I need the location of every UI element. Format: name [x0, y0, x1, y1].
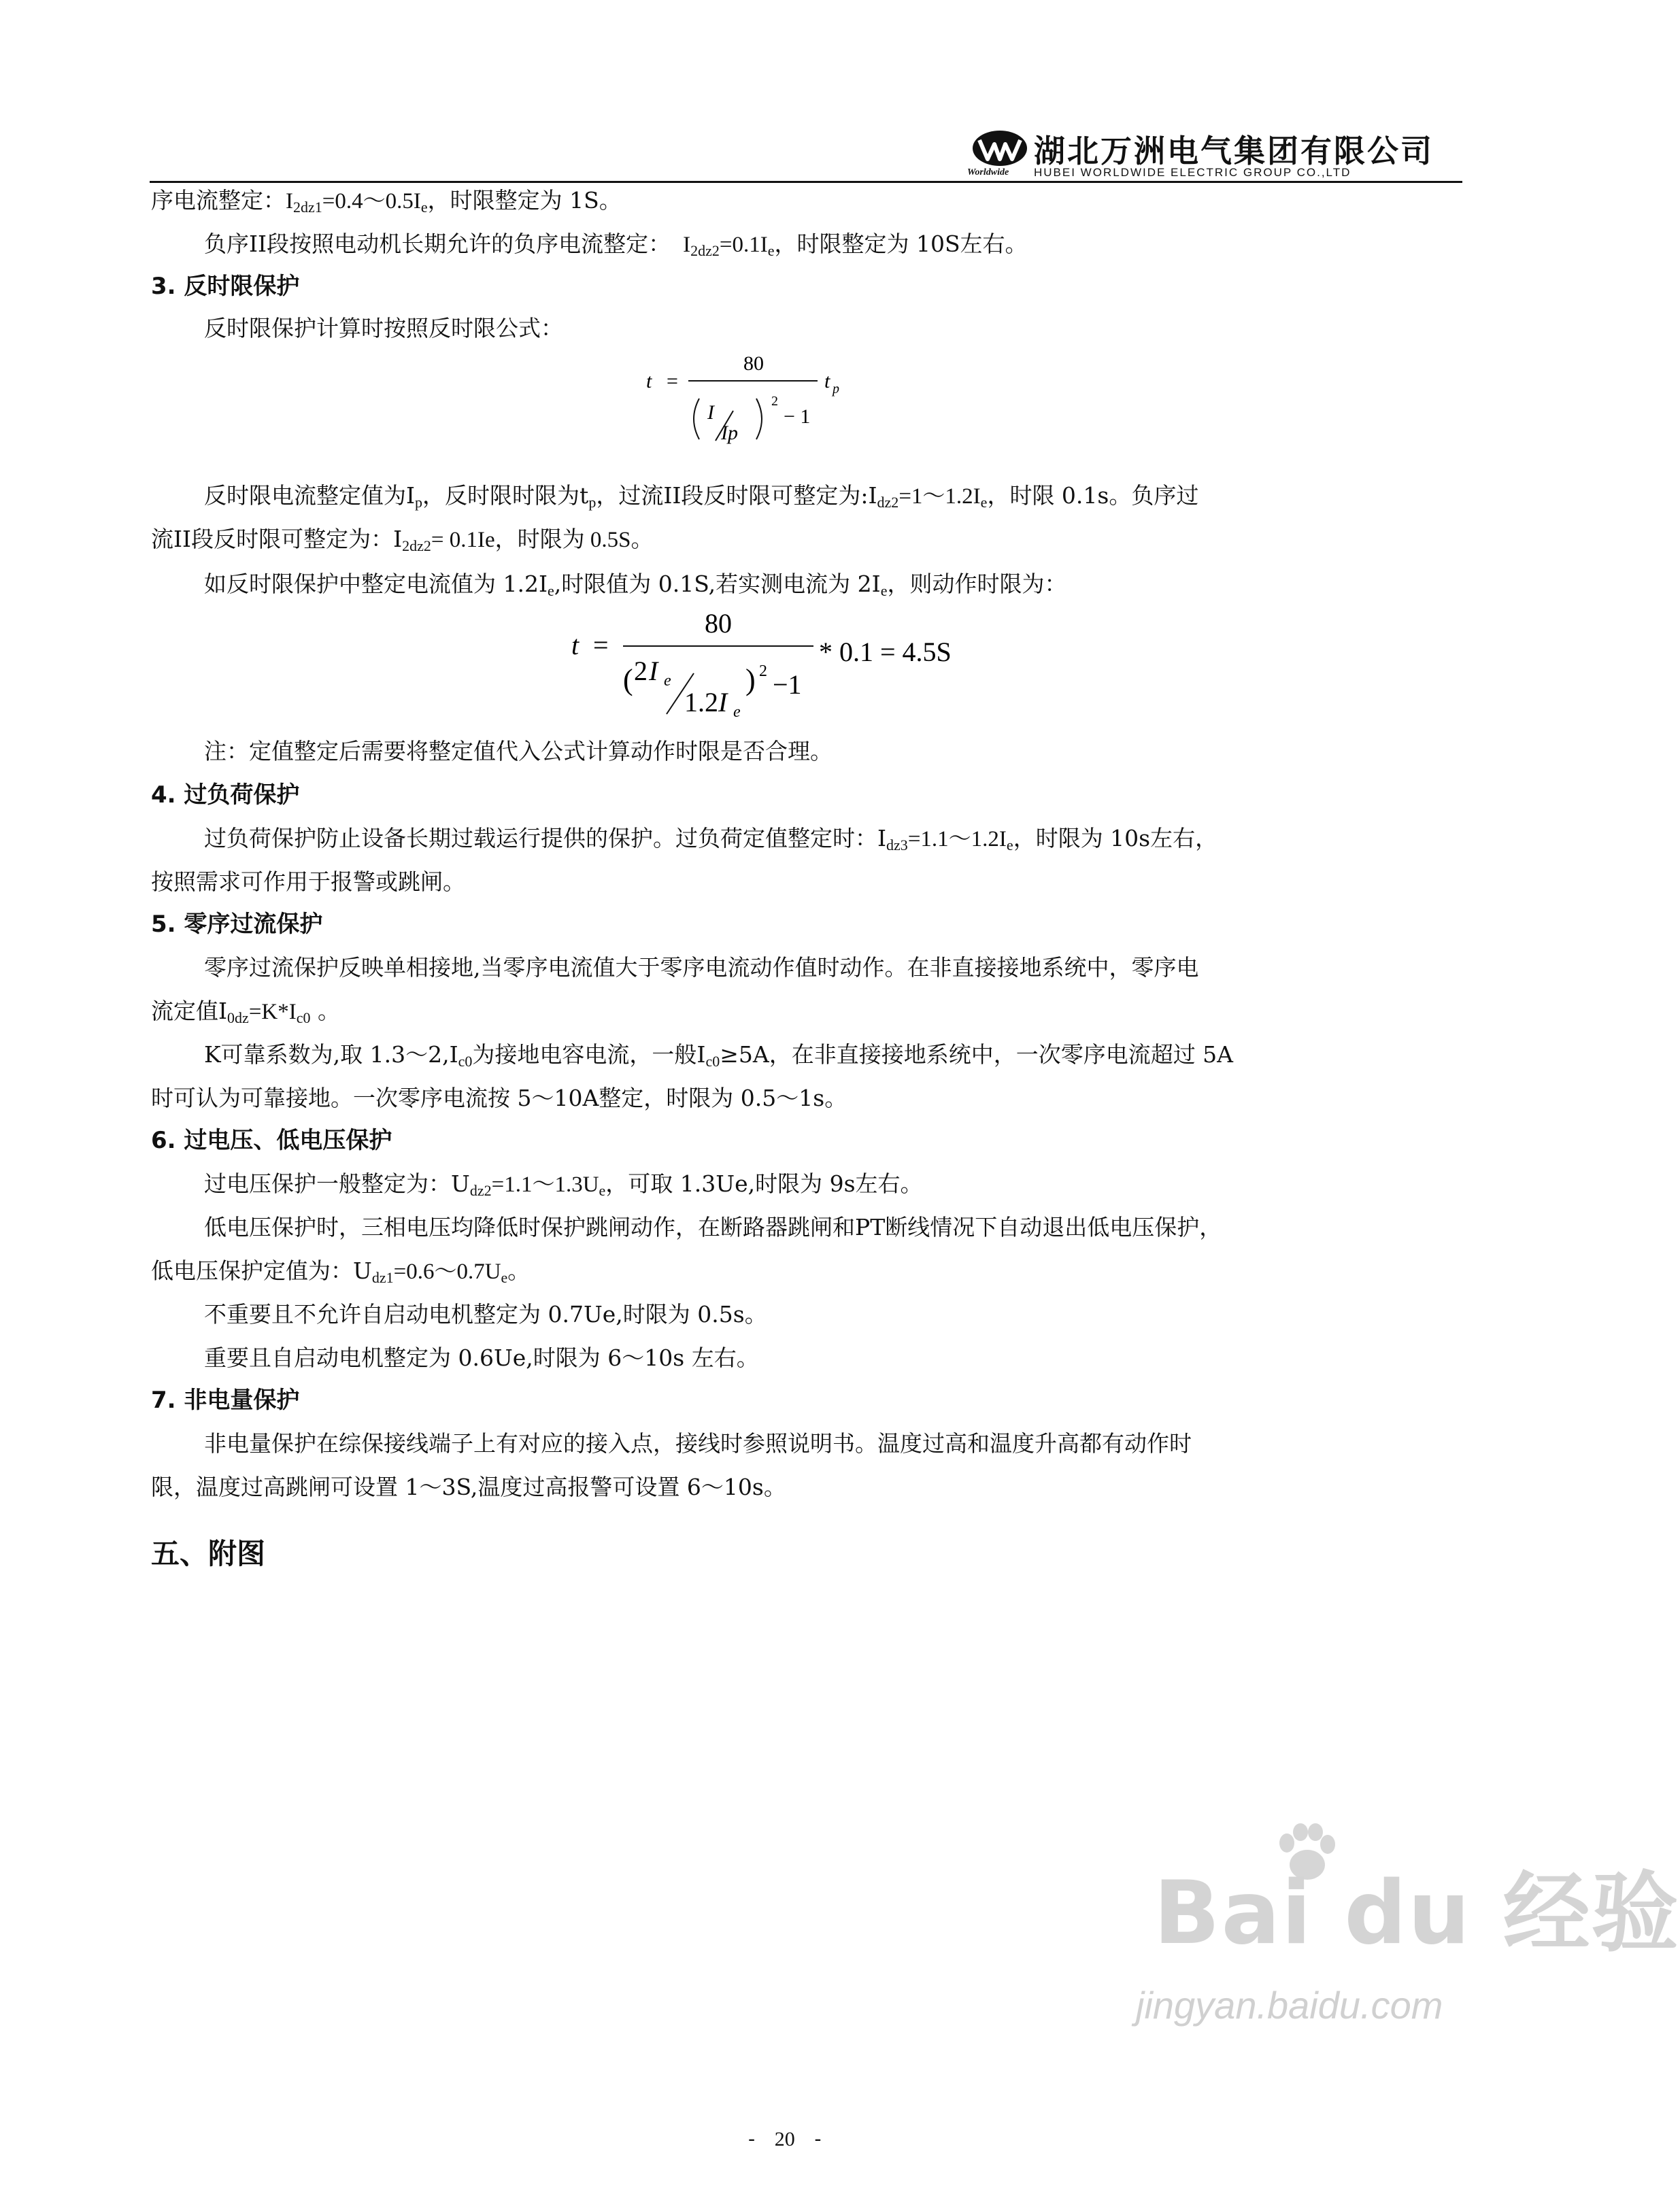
text-line: 重要且自启动电机整定为 0.6Ue,时限为 6～10s 左右。 [204, 1345, 759, 1371]
example-calculation-formula [565, 605, 986, 721]
watermark-url: jingyan.baidu.com [1136, 1984, 1443, 2027]
formula2-esub: e [664, 672, 671, 690]
company-name-en: HUBEI WORLDWIDE ELECTRIC GROUP CO.,LTD [1034, 166, 1351, 179]
company-name-cn: 湖北万洲电气集团有限公司 [1034, 133, 1434, 169]
text-line: 低电压保护时，三相电压均降低时保护跳闸动作，在断路器跳闸和PT断线情况下自动退出低电压保护， [204, 1214, 1222, 1240]
formula-numerator: 80 [743, 352, 764, 375]
text-line: 非电量保护在综保接线端子上有对应的接入点，接线时参照说明书。温度过高和温度升高都有动作时 [204, 1430, 1192, 1457]
formula2-exponent: 2 [759, 662, 767, 680]
text-line: 时可认为可靠接地。一次零序电流按 5～10A整定，时限为 0.5～1s。 [151, 1085, 847, 1111]
formula2-result: * 0.1 = 4.5S [819, 637, 952, 667]
text-line: 限，温度过高跳闸可设置 1～3S,温度过高报警可设置 6～10s。 [151, 1474, 786, 1500]
formula2-numerator: 80 [705, 608, 732, 639]
company-logo-icon [971, 129, 1028, 170]
formula-exponent: 2 [771, 394, 778, 409]
formula2-lparen: ( [623, 663, 633, 696]
formula2-t: t [571, 630, 579, 660]
formula2-den: 1.2 [684, 687, 718, 717]
section-heading: 7. 非电量保护 [151, 1387, 300, 1414]
text-line: 流定值$I_{0dz}=K*I_{c0}$ 。 [151, 998, 341, 1026]
formula2-minus-one: −1 [773, 669, 802, 700]
text-line: 过电压保护一般整定为：$U_{dz2}=1.1\sim 1.3U_e$，可取 1.3Ue,时限为 9s左右。 [204, 1170, 923, 1199]
text-line: 序电流整定：$I_{2dz1}=0.4\sim 0.5I_e$，时限整定为 1S。 [151, 187, 622, 216]
formula-I: I [707, 401, 714, 424]
formula2-Ie: I [649, 656, 658, 686]
formula-eq: = [667, 370, 678, 392]
section-heading: 6. 过电压、低电压保护 [151, 1127, 392, 1154]
text-line: 反时限电流整定值为$I_p$，反时限时限为$t_p$，过流II段反时限可整定为$:I_{dz2}=1\sim 1.2I_e$，时限 0.1s。负序过 [204, 482, 1199, 511]
text-line: 如反时限保护中整定电流值为 $1.2I_e$,时限值为 0.1S,若实测电流为 $2I_e$，则动作时限为： [204, 571, 1067, 599]
text-line: 反时限保护计算时按照反时限公式： [204, 315, 563, 341]
header-divider [150, 181, 1462, 183]
formula2-eq: = [593, 630, 609, 660]
text-line: 零序过流保护反映单相接地,当零序电流值大于零序电流动作值时动作。在非直接接地系统中，零序电 [204, 954, 1199, 981]
text-line: 不重要且不允许自启动电机整定为 0.7Ue,时限为 0.5s。 [204, 1301, 767, 1328]
text-line: 低电压保护定值为：$U_{dz1}=0.6\sim 0.7U_e$。 [151, 1257, 531, 1286]
formula-Ip: Ip [721, 422, 738, 444]
formula-t: t [646, 370, 652, 392]
right-paren [756, 399, 762, 439]
baidu-watermark [1088, 1823, 1680, 2040]
page-header [966, 129, 1469, 184]
section-heading: 5. 零序过流保护 [151, 911, 323, 938]
page-number: - 20 - [748, 2127, 822, 2151]
left-paren [694, 399, 699, 439]
formula2-Ie2: I [718, 687, 728, 717]
watermark-brand: Bai du 经验 [1154, 1863, 1680, 1964]
formula-tp-sub: p [833, 382, 839, 396]
chapter-heading: 五、附图 [151, 1537, 266, 1570]
text-line: 流II段反时限可整定为：$I_{2dz2}= 0.1Ie$，时限为 0.5S。 [151, 526, 654, 554]
text-line: 过负荷保护防止设备长期过载运行提供的保护。过负荷定值整定时：$I_{dz3}=1.1\sim 1.2I_e$，时限为 10s左右， [204, 825, 1218, 853]
formula2-two: 2 [634, 656, 648, 686]
text-line: 注：定值整定后需要将整定值代入公式计算动作时限是否合理。 [204, 738, 833, 764]
text-line: 按照需求可作用于报警或跳闸。 [151, 868, 465, 895]
formula-tp: t [824, 370, 830, 392]
text-line: 负序II段按照电动机长期允许的负序电流整定： $I_{2dz2}=0.1I_e$，时限整定为 10S左右。 [204, 231, 1028, 259]
inverse-time-formula [639, 347, 871, 462]
formula2-esub2: e [733, 703, 741, 721]
formula2-rparen: ) [745, 663, 756, 696]
section-heading: 3. 反时限保护 [151, 273, 300, 300]
text-line: K可靠系数为,取 $1.3\sim 2,I_{c0}$为接地电容电流，一般$I_{c0}\ge 5A$，在非直接接地系统中，一次零序电流超过 5A [204, 1041, 1234, 1070]
formula-minus-one: − 1 [784, 405, 811, 428]
logo-subtitle: Worldwide [967, 167, 1009, 177]
section-heading: 4. 过负荷保护 [151, 781, 300, 809]
